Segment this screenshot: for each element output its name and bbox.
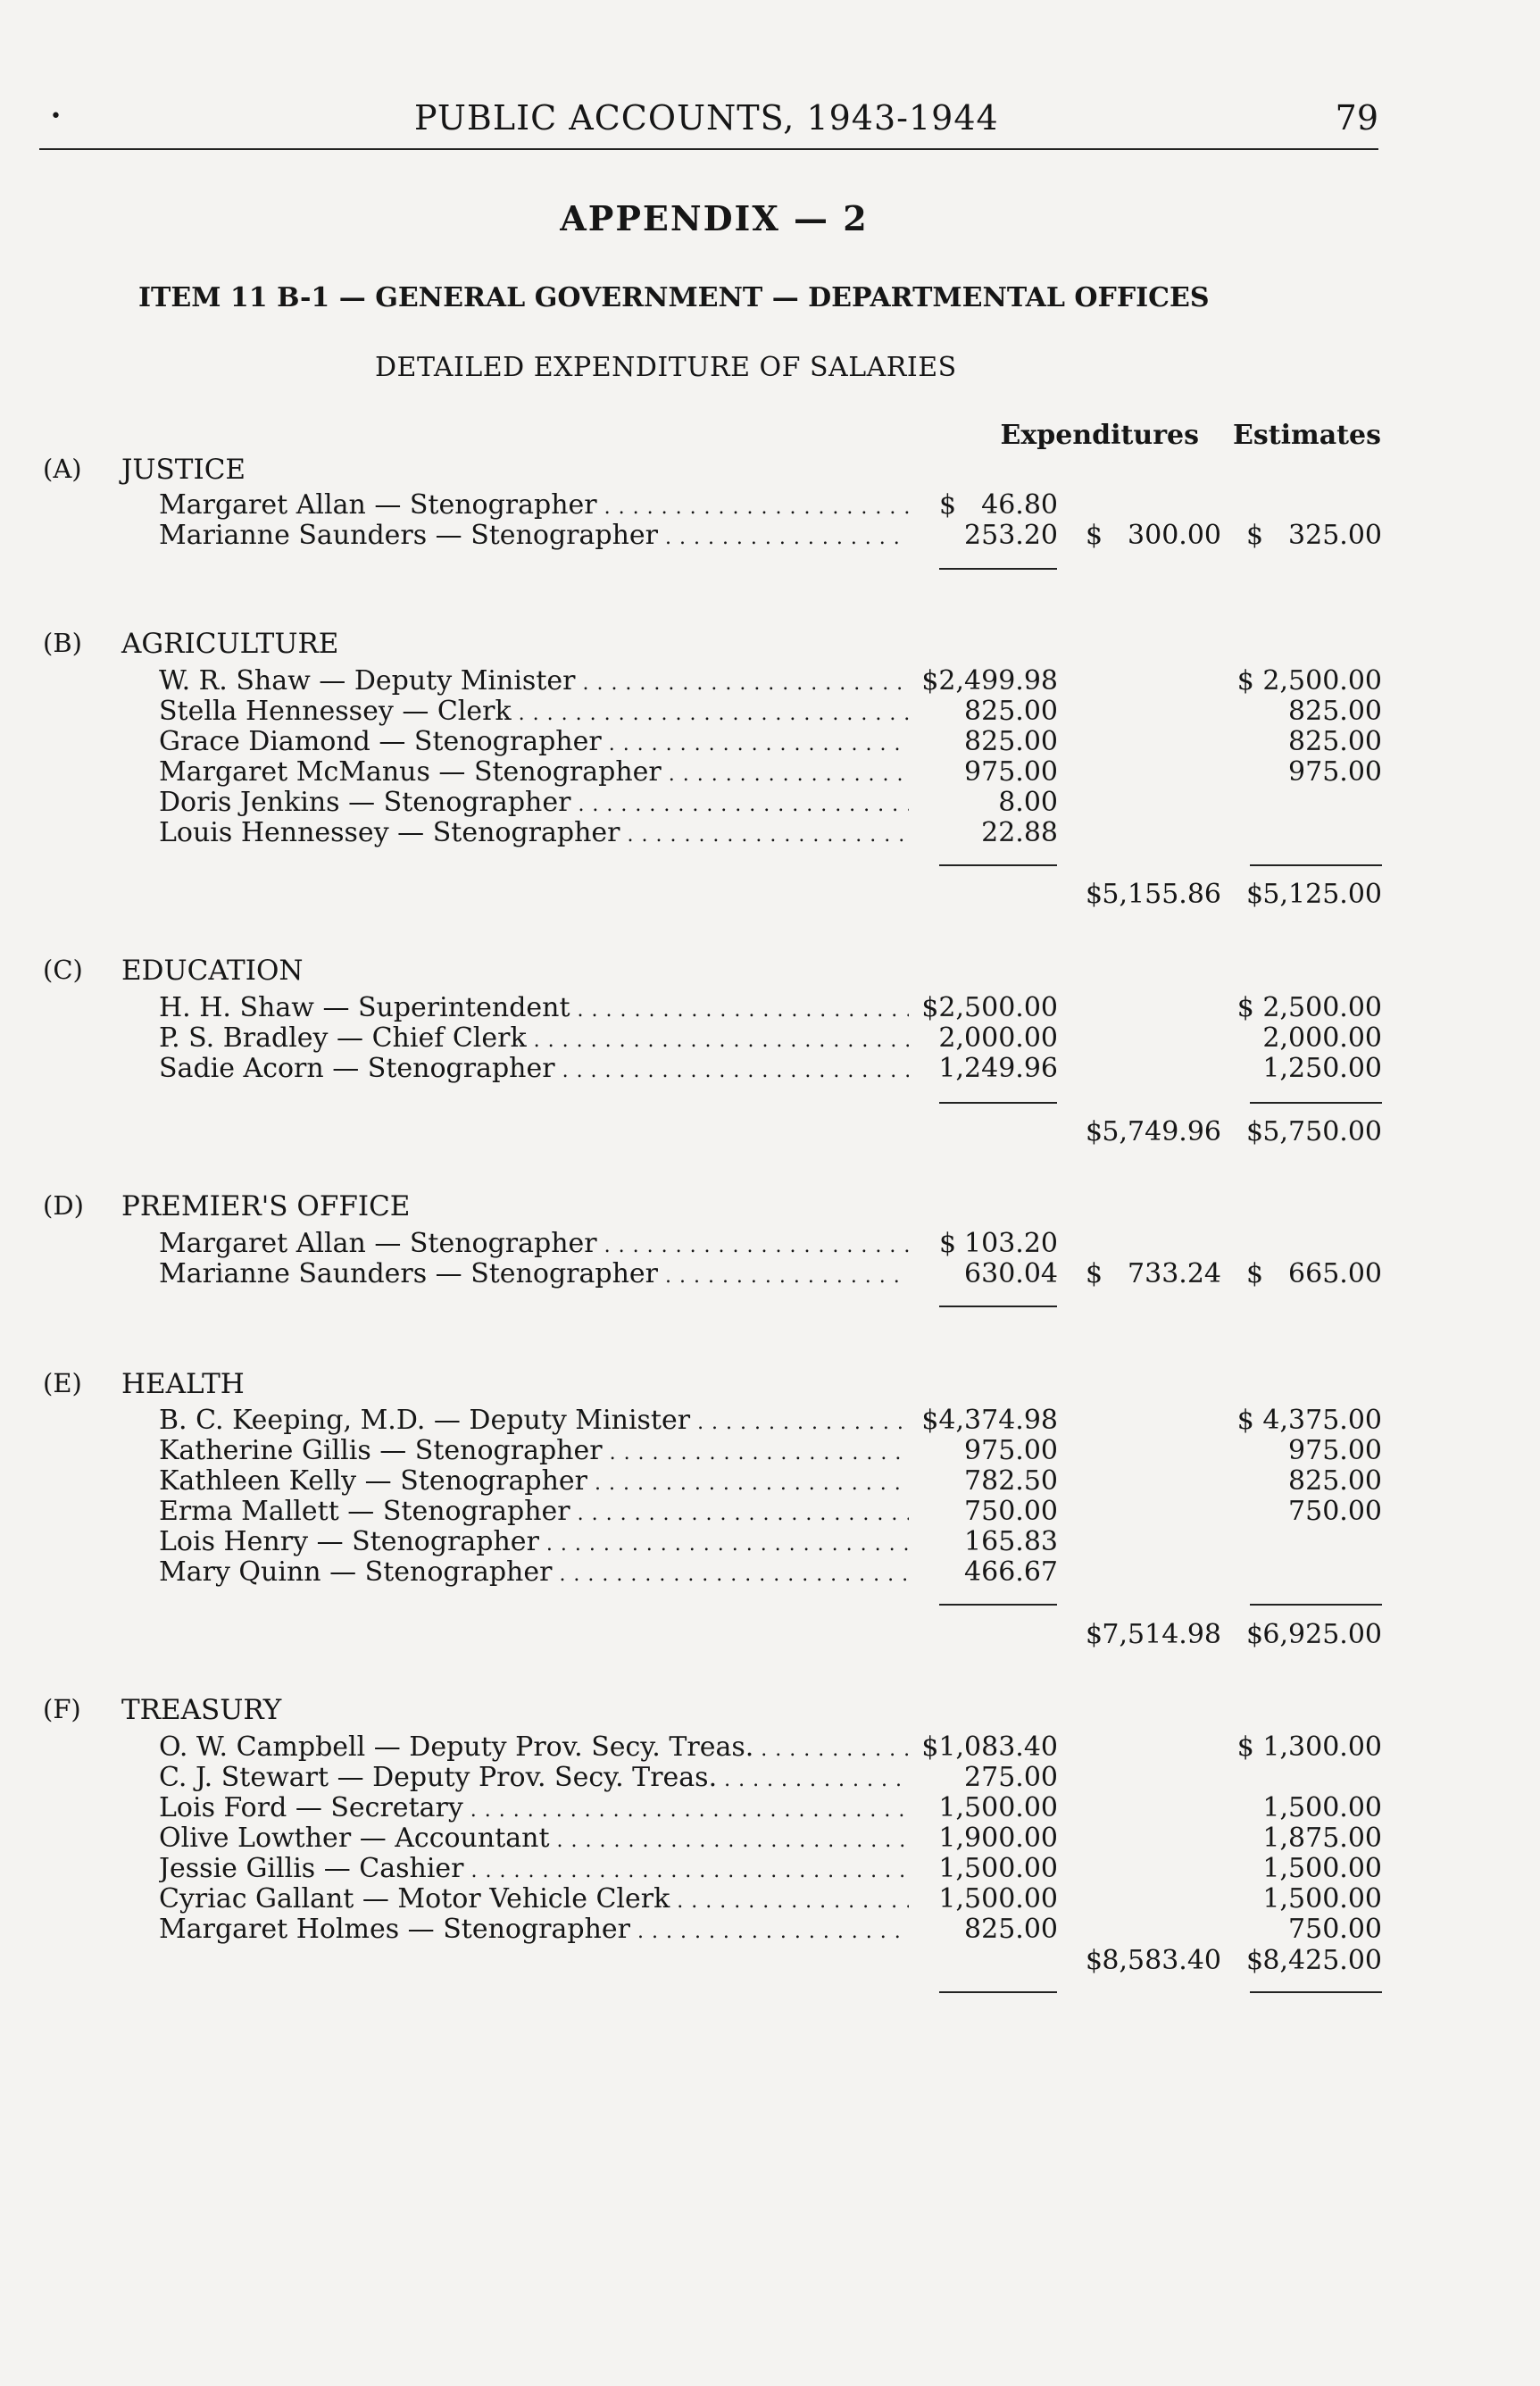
subtotal-rule bbox=[1250, 864, 1382, 866]
column-header-expenditures: Expenditures bbox=[1000, 420, 1199, 451]
table-row bbox=[0, 726, 1540, 756]
expenditure-amount: 103.20 bbox=[964, 1228, 1058, 1259]
subtotal-rule bbox=[1250, 1102, 1382, 1104]
estimate-value: 825.00 bbox=[1288, 726, 1382, 757]
total-amount: 7,514.98 bbox=[1102, 1619, 1221, 1650]
expenditure-amount: $2,499.98 bbox=[921, 665, 1058, 697]
expenditure-amount: 825.00 bbox=[964, 1914, 1058, 1945]
row-label: Olive Lowther — Accountant . . . bbox=[159, 1823, 909, 1854]
estimate-value: 750.00 bbox=[1288, 1496, 1382, 1527]
item-title: ITEM 11 B-1 — GENERAL GOVERNMENT — DEPARTMENTAL OFFICES bbox=[138, 282, 1210, 313]
estimate-value: $ 2,500.00 bbox=[1236, 665, 1382, 697]
section-letter: (D) bbox=[43, 1190, 84, 1221]
estimate-value: 1,500.00 bbox=[1262, 1853, 1382, 1884]
row-label: Grace Diamond — Stenographer . . . bbox=[159, 726, 909, 757]
subtotal-rule bbox=[1250, 1991, 1382, 1993]
expenditure-amount: 165.83 bbox=[964, 1526, 1058, 1557]
expenditure-amount: $4,374.98 bbox=[921, 1405, 1058, 1436]
estimate-value: $ 1,300.00 bbox=[1236, 1731, 1382, 1763]
estimate-value: 975.00 bbox=[1288, 756, 1382, 788]
table-row bbox=[0, 1435, 1540, 1465]
expenditure-amount: 1,900.00 bbox=[938, 1823, 1058, 1854]
expenditure-amount: $2,500.00 bbox=[921, 992, 1058, 1023]
table-row bbox=[0, 817, 1540, 847]
expenditure-amount: 1,500.00 bbox=[938, 1792, 1058, 1823]
row-label: W. R. Shaw — Deputy Minister . . . bbox=[159, 665, 909, 697]
total-amount: 300.00 bbox=[1128, 520, 1221, 551]
total-amount: 733.24 bbox=[1128, 1258, 1221, 1289]
table-row bbox=[0, 1228, 1540, 1258]
expenditure-amount: 1,500.00 bbox=[938, 1883, 1058, 1915]
row-label: Mary Quinn — Stenographer . . . bbox=[159, 1556, 909, 1588]
total-amount: 8,583.40 bbox=[1102, 1945, 1221, 1976]
table-row bbox=[0, 1405, 1540, 1435]
row-label: Louis Hennessey — Stenographer . . . bbox=[159, 817, 909, 848]
total-currency: $ bbox=[1086, 879, 1103, 910]
subtitle: DETAILED EXPENDITURE OF SALARIES bbox=[375, 352, 957, 383]
table-row bbox=[0, 1823, 1540, 1853]
row-label: C. J. Stewart — Deputy Prov. Secy. Treas. . . . bbox=[159, 1762, 909, 1793]
expenditure-amount: 1,249.96 bbox=[938, 1053, 1058, 1084]
row-label: Jessie Gillis — Cashier . . . bbox=[159, 1853, 909, 1884]
expenditure-amount: 782.50 bbox=[964, 1465, 1058, 1497]
row-label: Katherine Gillis — Stenographer . . . bbox=[159, 1435, 909, 1466]
total-currency: $ bbox=[1246, 879, 1264, 910]
total-amount: 5,125.00 bbox=[1262, 879, 1382, 910]
row-label: Margaret Allan — Stenographer . . . bbox=[159, 489, 909, 521]
row-label: Kathleen Kelly — Stenographer . . . bbox=[159, 1465, 909, 1497]
estimate-value: $ 2,500.00 bbox=[1236, 992, 1382, 1023]
section-letter: (A) bbox=[43, 454, 82, 484]
total-amount: 6,925.00 bbox=[1262, 1619, 1382, 1650]
page-header bbox=[39, 98, 1378, 150]
row-label: O. W. Campbell — Deputy Prov. Secy. Treas. . . . bbox=[159, 1731, 909, 1763]
table-row bbox=[0, 1258, 1540, 1289]
total-amount: 5,749.96 bbox=[1102, 1116, 1221, 1147]
row-label: Stella Hennessey — Clerk . . . bbox=[159, 696, 909, 727]
estimate-value: 2,000.00 bbox=[1262, 1022, 1382, 1054]
subtotal-rule bbox=[939, 1991, 1057, 1993]
section-name: PREMIER'S OFFICE bbox=[121, 1190, 411, 1222]
section-name: JUSTICE bbox=[121, 454, 246, 486]
total-currency: $ bbox=[1086, 1116, 1103, 1147]
expenditure-amount: 630.04 bbox=[964, 1258, 1058, 1289]
appendix-title: APPENDIX — 2 bbox=[560, 198, 869, 238]
estimate-value: 1,500.00 bbox=[1262, 1883, 1382, 1915]
table-row bbox=[0, 992, 1540, 1022]
table-row bbox=[0, 1556, 1540, 1587]
expenditure-amount: 1,500.00 bbox=[938, 1853, 1058, 1884]
expenditure-amount: $1,083.40 bbox=[921, 1731, 1058, 1763]
section-total-row bbox=[0, 1945, 1540, 1975]
row-label: Margaret McManus — Stenographer . . . bbox=[159, 756, 909, 788]
table-row bbox=[0, 1853, 1540, 1883]
section-letter: (E) bbox=[43, 1368, 82, 1398]
bullet-mark: • bbox=[50, 105, 62, 128]
section-letter: (C) bbox=[43, 955, 83, 985]
row-label: Marianne Saunders — Stenographer . . . bbox=[159, 520, 909, 551]
total-amount: 5,750.00 bbox=[1262, 1116, 1382, 1147]
section-letter: (B) bbox=[43, 628, 82, 658]
table-row bbox=[0, 1022, 1540, 1053]
expenditure-amount: 466.67 bbox=[964, 1556, 1058, 1588]
running-title: PUBLIC ACCOUNTS, 1943-1944 bbox=[414, 98, 999, 138]
page-number: 79 bbox=[1335, 98, 1378, 138]
expenditure-amount: 253.20 bbox=[964, 520, 1058, 551]
row-label: Erma Mallett — Stenographer . . . bbox=[159, 1496, 909, 1527]
expenditure-amount: 275.00 bbox=[964, 1762, 1058, 1793]
section-letter: (F) bbox=[43, 1694, 81, 1724]
total-currency: $ bbox=[1246, 1116, 1264, 1147]
row-label: B. C. Keeping, M.D. — Deputy Minister . . . bbox=[159, 1405, 909, 1436]
total-currency: $ bbox=[1246, 1258, 1264, 1289]
table-row bbox=[0, 665, 1540, 696]
table-row bbox=[0, 787, 1540, 817]
row-label: Lois Henry — Stenographer . . . bbox=[159, 1526, 909, 1557]
table-row bbox=[0, 1496, 1540, 1526]
total-currency: $ bbox=[1086, 1619, 1103, 1650]
table-row bbox=[0, 1053, 1540, 1083]
total-amount: 5,155.86 bbox=[1102, 879, 1221, 910]
section-total-row bbox=[0, 1619, 1540, 1649]
estimate-value: 825.00 bbox=[1288, 1465, 1382, 1497]
table-row bbox=[0, 1465, 1540, 1496]
expenditure-amount: 2,000.00 bbox=[938, 1022, 1058, 1054]
total-currency: $ bbox=[1246, 1945, 1264, 1976]
estimate-value: 975.00 bbox=[1288, 1435, 1382, 1466]
section-name: AGRICULTURE bbox=[121, 628, 339, 660]
estimate-value: $ 4,375.00 bbox=[1236, 1405, 1382, 1436]
table-row bbox=[0, 489, 1540, 520]
estimate-value: 1,500.00 bbox=[1262, 1792, 1382, 1823]
estimate-value: 1,250.00 bbox=[1262, 1053, 1382, 1084]
estimate-value: 750.00 bbox=[1288, 1914, 1382, 1945]
table-row bbox=[0, 1914, 1540, 1944]
section-name: EDUCATION bbox=[121, 955, 304, 987]
expenditure-amount: 8.00 bbox=[998, 787, 1058, 818]
total-amount: 8,425.00 bbox=[1262, 1945, 1382, 1976]
table-row bbox=[0, 1792, 1540, 1823]
total-currency: $ bbox=[1086, 1258, 1103, 1289]
table-row bbox=[0, 1526, 1540, 1556]
row-label: Sadie Acorn — Stenographer . . . bbox=[159, 1053, 909, 1084]
row-label: P. S. Bradley — Chief Clerk . . . bbox=[159, 1022, 909, 1054]
section-total-row bbox=[0, 879, 1540, 909]
expenditure-currency: $ bbox=[939, 1228, 957, 1259]
table-row bbox=[0, 1883, 1540, 1914]
expenditure-amount: 975.00 bbox=[964, 756, 1058, 788]
section-total-row bbox=[0, 1116, 1540, 1147]
expenditure-amount: 750.00 bbox=[964, 1496, 1058, 1527]
subtotal-rule bbox=[939, 864, 1057, 866]
total-currency: $ bbox=[1246, 1619, 1264, 1650]
expenditure-amount: 22.88 bbox=[981, 817, 1058, 848]
row-label: Doris Jenkins — Stenographer . . . bbox=[159, 787, 909, 818]
table-row bbox=[0, 1731, 1540, 1762]
row-label: Cyriac Gallant — Motor Vehicle Clerk . . . bbox=[159, 1883, 909, 1915]
subtotal-rule bbox=[939, 568, 1057, 570]
section-name: TREASURY bbox=[121, 1694, 282, 1726]
expenditure-amount: 825.00 bbox=[964, 726, 1058, 757]
section-name: HEALTH bbox=[121, 1368, 245, 1400]
row-label: Margaret Holmes — Stenographer . . . bbox=[159, 1914, 909, 1945]
estimate-value: 825.00 bbox=[1288, 696, 1382, 727]
table-row bbox=[0, 696, 1540, 726]
row-label: H. H. Shaw — Superintendent . . . bbox=[159, 992, 909, 1023]
subtotal-rule bbox=[939, 1306, 1057, 1307]
table-row bbox=[0, 1762, 1540, 1792]
total-currency: $ bbox=[1086, 520, 1103, 551]
column-header-estimates: Estimates bbox=[1232, 420, 1381, 451]
row-label: Margaret Allan — Stenographer . . . bbox=[159, 1228, 909, 1259]
total-currency: $ bbox=[1086, 1945, 1103, 1976]
expenditure-currency: $ bbox=[939, 489, 957, 521]
total-amount: 665.00 bbox=[1288, 1258, 1382, 1289]
estimate-value: 1,875.00 bbox=[1262, 1823, 1382, 1854]
table-row bbox=[0, 520, 1540, 550]
total-currency: $ bbox=[1246, 520, 1264, 551]
subtotal-rule bbox=[939, 1604, 1057, 1606]
expenditure-amount: 825.00 bbox=[964, 696, 1058, 727]
subtotal-rule bbox=[1250, 1604, 1382, 1606]
subtotal-rule bbox=[939, 1102, 1057, 1104]
expenditure-amount: 46.80 bbox=[981, 489, 1058, 521]
total-amount: 325.00 bbox=[1288, 520, 1382, 551]
row-label: Lois Ford — Secretary . . . bbox=[159, 1792, 909, 1823]
row-label: Marianne Saunders — Stenographer . . . bbox=[159, 1258, 909, 1289]
table-row bbox=[0, 756, 1540, 787]
expenditure-amount: 975.00 bbox=[964, 1435, 1058, 1466]
